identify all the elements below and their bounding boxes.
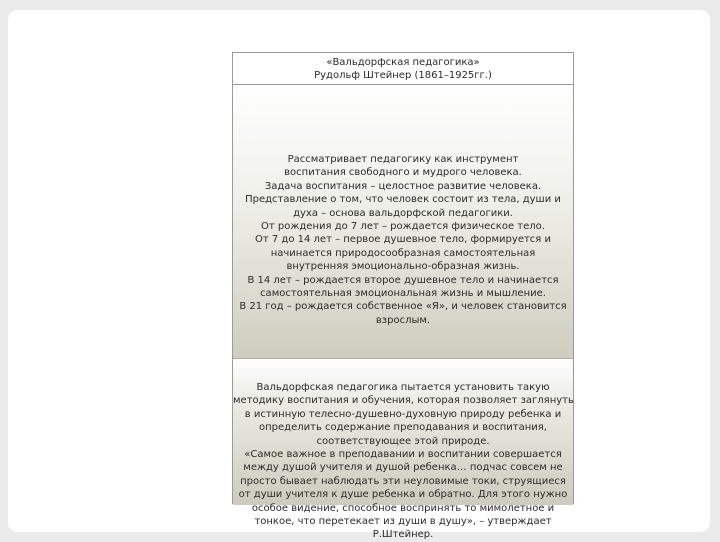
content-table bbox=[232, 52, 574, 541]
title-line: «Вальдорфская педагогика» bbox=[326, 57, 480, 68]
text-line: от души учителя к душе ребенка и обратно. Для этого нужно bbox=[238, 489, 568, 501]
text-line: самостоятельная эмоциональная жизнь и мышление. bbox=[260, 288, 546, 300]
title-cell bbox=[233, 53, 573, 85]
text-line: Р.Штейнер. bbox=[372, 529, 434, 541]
text-line: методику воспитания и обучения, которая позволяет заглянуть bbox=[233, 395, 574, 407]
text-line: в истинную телесно-душевно-духовную природу ребенка и bbox=[244, 408, 562, 420]
text-line: В 14 лет – рождается второе душевное тело и начинается bbox=[247, 274, 559, 286]
text-line: От 7 до 14 лет – первое душевное тело, формируется и bbox=[255, 234, 551, 246]
text-line: между душой учителя и душой ребенка… подчас совсем не bbox=[243, 462, 563, 474]
text-line: определить содержание преподавания и воспитания, bbox=[259, 422, 547, 434]
text-line: Задача воспитания – целостное развитие человека. bbox=[264, 180, 542, 192]
slide bbox=[8, 10, 710, 541]
description-cell bbox=[233, 85, 573, 359]
text-line: особое видение, способное воспринять то мимолетное и bbox=[251, 502, 555, 514]
method-cell bbox=[233, 359, 574, 541]
text-line: внутренняя эмоционально-образная жизнь. bbox=[286, 261, 520, 273]
text-line: тонкое, что перетекает из души в душу», – утверждает bbox=[254, 516, 552, 528]
text-line: Рассматривает педагогику как инструмент bbox=[287, 154, 519, 165]
text-line: духа – основа вальдорфской педагогики. bbox=[293, 207, 513, 219]
text-line: взрослым. bbox=[375, 314, 431, 326]
text-line: От рождения до 7 лет – рождается физическое тело. bbox=[261, 221, 545, 233]
subtitle-line: Рудольф Штейнер (1861–1925гг.) bbox=[314, 70, 492, 81]
text-line: просто бывает наблюдать эти неуловимые токи, струящиеся bbox=[240, 475, 566, 487]
text-line: Вальдорфская педагогика пытается установить такую bbox=[256, 382, 550, 393]
text-line: соответствующее этой природе. bbox=[316, 435, 490, 447]
text-line: начинается природосообразная самостоятельная bbox=[270, 247, 536, 259]
text-line: В 21 год – рождается собственное «Я», и человек становится bbox=[239, 301, 567, 313]
text-line: «Самое важное в преподавании и воспитании совершается bbox=[244, 449, 562, 461]
text-line: Представление о том, что человек состоит из тела, души и bbox=[245, 194, 561, 206]
text-line: воспитания свободного и мудрого человека. bbox=[284, 167, 522, 179]
